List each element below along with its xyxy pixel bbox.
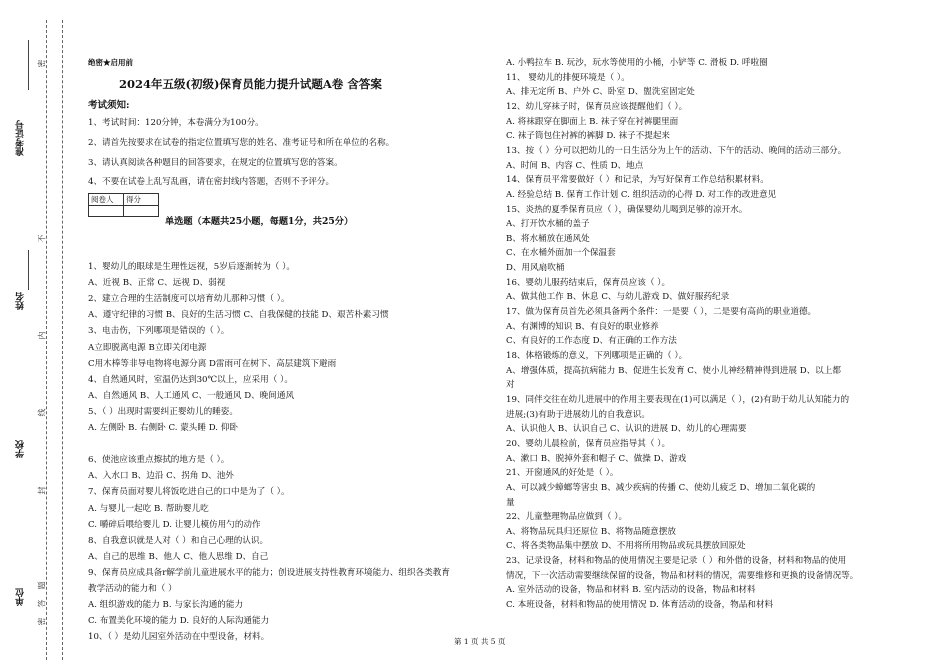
question-line: A. 左侧卧 B. 右侧卧 C. 蒙头睡 D. 仰卧	[88, 423, 238, 433]
fill-line	[28, 40, 30, 90]
question-line: A、自己的思维 B、他人 C、他人思维 D、自己	[88, 551, 269, 562]
notice-item: 3、请认真阅读各种题目的回答要求，在规定的位置填写您的答案。	[88, 158, 343, 168]
question-line: 2、建立合理的生活制度可以培育幼儿那种习惯（ ）。	[88, 294, 290, 305]
seal-char: 线	[37, 408, 47, 417]
notice-item: 2、请首先按要求在试卷的指定位置填写您的姓名、准考证号和所在单位的名称。	[88, 138, 395, 148]
seal-char: 题	[37, 581, 47, 590]
question-line: A、时间 B、内容 C、性质 D、地点	[506, 160, 644, 171]
question-line: A、自然通风 B、人工通风 C、一般通风 D、晚间通风	[88, 390, 295, 401]
score-box-cell	[124, 206, 159, 217]
question-line: 4、自然通风时，室温仍达到30℃以上，应采用（ ）。	[88, 374, 293, 385]
question-line: A、将物品玩具归还原位 B、将物品随意摆放	[506, 526, 676, 537]
question-line: A、排无定所 B、户外 C、卧室 D、盥洗室固定处	[506, 87, 695, 98]
page-footer: 第 1 页 共 5 页	[454, 637, 506, 646]
question-line: A、遵守纪律的习惯 B、良好的生活习惯 C、自我保健的技能 D、艰苦朴素习惯	[88, 310, 389, 321]
seal-char: 封	[37, 486, 47, 495]
question-line: A、可以减少蟑螂等害虫 B、减少疾病的传播 C、使幼儿疲乏 D、增加二氧化碳的	[506, 482, 816, 493]
question-line: 16、婴幼儿服药结束后，保育员应该（ ）。	[506, 277, 671, 288]
label-exam-number: 准考证号	[16, 120, 26, 156]
page-title: 2024年五级(初级)保育员能力提升试题A卷 含答案	[119, 77, 382, 91]
question-line: C用木棒等非导电物将电源分离 D雷雨可在树下、高层建筑下避雨	[88, 358, 337, 369]
question-line: A. 将袜跟穿在脚面上 B. 袜子穿在衬裤腿里面	[506, 116, 679, 127]
question-line: 21、开窗通风的好处是（ ）。	[506, 468, 619, 479]
secret-mark: 绝密★启用前	[88, 58, 133, 67]
score-box	[88, 193, 159, 217]
question-line: 对	[506, 380, 515, 391]
fill-line	[28, 250, 30, 290]
question-line: A. 组织游戏的能力 B. 与家长沟通的能力	[88, 600, 244, 611]
question-line: 13、按（ ）分可以把幼儿的一日生活分为上午的活动、下午的活动、晚间的活动三部分。	[506, 145, 847, 156]
question-line: 进展;(3)有助于进展幼儿的自我意识。	[506, 409, 650, 420]
question-line: 12、幼儿穿袜子时，保育员应该提醒他们（ ）。	[506, 101, 688, 112]
score-box-cell	[89, 206, 124, 217]
binding-line-inner	[62, 20, 63, 660]
question-line: A、入水口 B、边沿 C、拐角 D、池外	[88, 471, 234, 482]
question-line: C. 本班设备，材料和物品的使用情况 D. 体育活动的设备，物品和材料	[506, 600, 774, 611]
label-school: 学校	[16, 440, 26, 458]
question-line: 15、炎热的夏季保育员应（ ），确保婴幼儿喝到足够的凉开水。	[506, 204, 748, 215]
question-line: 9、保育员应成具备r解学前儿童进展水平的能力；创设进展支持性教育环境能力、组织各类教育	[88, 567, 450, 578]
notice-item: 4、不要在试卷上乱写乱画，请在密封线内答题，否则不予评分。	[88, 177, 335, 187]
question-line: 5、（ ）出现时需要纠正婴幼儿的睡姿。	[88, 406, 238, 417]
label-unit: 单位	[16, 588, 26, 606]
question-line: 1、婴幼儿的眼球是生理性远视，5岁后逐渐转为（ ）。	[88, 262, 296, 272]
seal-char: 答	[37, 599, 47, 608]
question-line: 3、电击伤，下列哪项是错误的（ ）。	[88, 326, 230, 337]
section-title: 单选题（本题共25小题，每题1分，共25分）	[165, 216, 354, 227]
question-line: B、将水桶放在通风处	[506, 233, 590, 244]
question-line: 14、保育员平常要做好（ ）和记录，为写好保育工作总结积累材料。	[506, 175, 769, 186]
question-line: C. 布置美化环境的能力 D. 良好的人际沟通能力	[88, 616, 270, 627]
question-line: A、做其他工作 B、休息 C、与幼儿游戏 D、做好服药纪录	[506, 292, 730, 303]
question-line: 18、体格锻炼的意义，下列哪项是正确的（ ）。	[506, 351, 688, 361]
question-line: A、增强体质，提高抗病能力 B、促进生长发育 C、使小儿神经精神得到进展 D、以上都	[506, 365, 841, 376]
question-line: C、在水桶外面加一个保温套	[506, 248, 616, 259]
question-line: 10、（ ）是幼儿园室外活动在中型设备，材料。	[88, 632, 270, 643]
question-line: D、用风扇吹桶	[506, 263, 565, 274]
question-line: C. 嚼碎后喂给婴儿 D. 让婴儿模仿用勺的动作	[88, 519, 261, 530]
question-line: 11、 婴幼儿的排便环境是（ ）。	[506, 72, 630, 83]
question-line: 6、使池应该重点擦拭的地方是（ ）。	[88, 455, 230, 466]
binding-line-outer	[46, 20, 47, 660]
question-line: 教学活动的能力和（ ）	[88, 584, 177, 594]
score-box-score: 得分	[124, 194, 159, 206]
question-line: C、有良好的工作态度 D、有正确的工作方法	[506, 336, 677, 347]
question-line: A、有渊博的知识 B、有良好的职业修养	[506, 321, 659, 332]
question-line: A立即脱离电源 B立即关闭电源	[88, 342, 207, 353]
question-line: A. 室外活动的设备，物品和材料 B. 室内活动的设备，物品和材料	[506, 585, 756, 596]
question-line: 23、记录设备，材料和物品的使用情况主要是记录（ ）和外借的设备，材料和物品的使用	[506, 556, 847, 567]
label-name: 姓名	[16, 292, 26, 310]
question-line: 量	[506, 497, 515, 508]
seal-char: 内	[37, 331, 47, 340]
seal-char: 不	[37, 234, 47, 243]
question-line: C. 袜子筒包住衬裤的裤脚 D. 袜子不提起来	[506, 131, 671, 142]
question-line: A. 经验总结 B. 保育工作计划 C. 组织活动的心得 D. 对工作的改进意见	[506, 189, 777, 200]
question-line: A、打开饮水桶的盖子	[506, 219, 590, 230]
seal-char: 密	[37, 59, 47, 68]
question-line: 8、自我意识就是人对（ ）和自己心理的认识。	[88, 535, 269, 546]
notice-heading: 考试须知:	[88, 100, 130, 111]
question-line: A、近视 B、正常 C、远视 D、弱视	[88, 278, 226, 289]
question-line: 20、婴幼儿晨检前，保育员应指导其（ ）。	[506, 438, 671, 449]
question-line: 情况，下一次活动需要继续保留的设备，物品和材料的情况，需要维修和更换的设备情况等。	[506, 570, 859, 581]
question-line: A、漱口 B、脱掉外套和帽子 C、做操 D、游戏	[506, 453, 687, 464]
question-line: C、将各类物品集中摆放 D、不用将所用物品或玩具摆放回原处	[506, 541, 746, 552]
question-line: 17、做为保育员首先必须具备两个条件：一是要（ ），二是要有高尚的职业道德。	[506, 307, 817, 318]
question-line: A、认识他人 B、认识自己 C、认识的进展 D、幼儿的心理需要	[506, 424, 747, 435]
question-line: A. 与婴儿一起吃 B. 帮助婴儿吃	[88, 503, 209, 514]
question-line: A. 小鸭拉车 B. 玩沙，玩水等使用的小桶，小铲等 C. 滑板 D. 呼啦圈	[506, 58, 768, 68]
question-line: 7、保育员面对婴儿将饭吃进自己的口中是为了（ ）。	[88, 487, 290, 498]
question-line: 22、儿童整理物品应做到（ ）。	[506, 512, 628, 523]
score-box-reviewer: 阅卷人	[89, 194, 124, 206]
question-line: 19、同伴交往在幼儿进展中的作用主要表现在(1)可以满足（ ），(2)有助于幼儿认知能力的	[506, 394, 850, 405]
notice-item: 1、考试时间：120分钟，本卷满分为100分。	[88, 118, 264, 128]
seal-char: 密	[37, 617, 47, 626]
